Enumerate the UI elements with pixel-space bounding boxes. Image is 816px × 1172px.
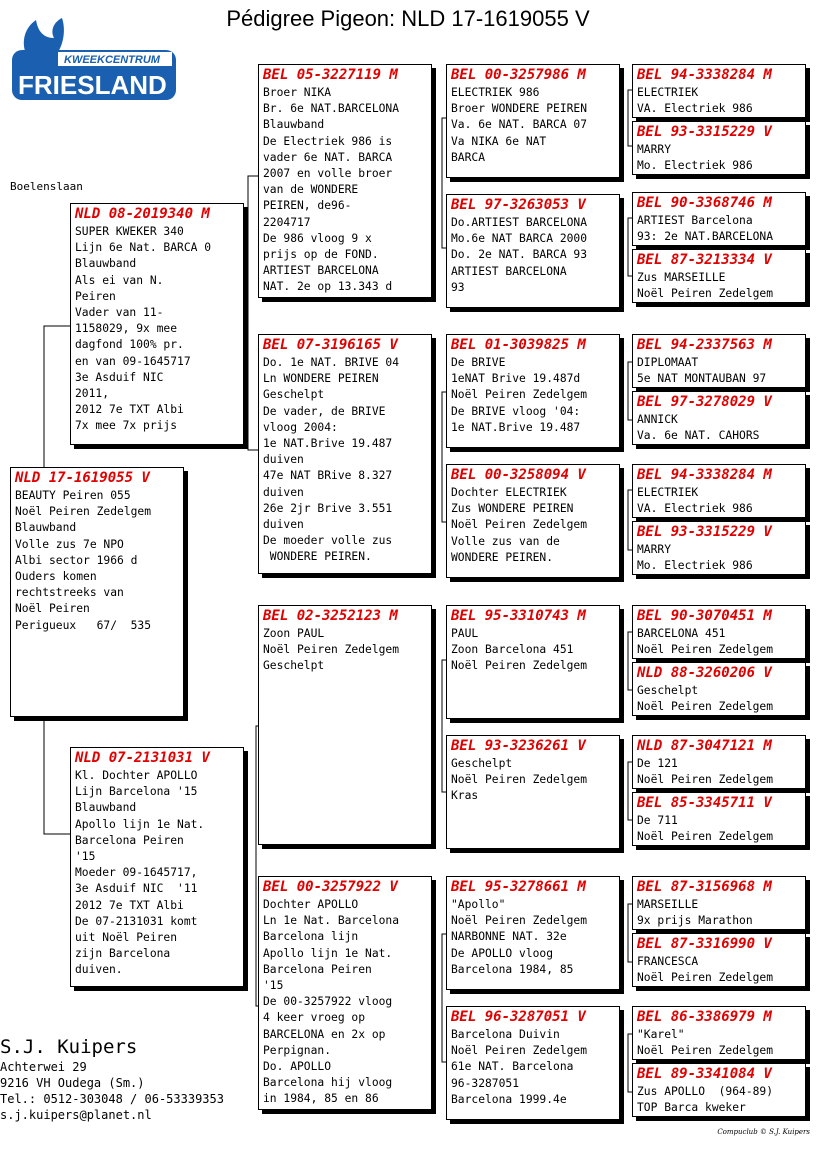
pigeon-info-line: 96-3287051 bbox=[451, 1076, 520, 1090]
pigeon-info-line: Blauwband bbox=[15, 521, 77, 535]
pigeon-card-mmf bbox=[446, 876, 620, 990]
pigeon-card-g13 bbox=[632, 876, 806, 930]
pigeon-info-line: duiven. bbox=[75, 963, 123, 977]
pigeon-info-line: "Apollo" bbox=[451, 898, 506, 911]
pigeon-info-line: Blauwband bbox=[75, 257, 137, 271]
ring-number: BEL 96-3287051 V bbox=[451, 1009, 586, 1025]
pigeon-info-line: Mo.6e NAT BARCA 2000 bbox=[451, 232, 588, 246]
pigeon-info-line: Noël Peiren Zedelgem bbox=[263, 643, 400, 657]
ring-number: NLD 07-2131031 V bbox=[75, 750, 210, 766]
pigeon-info-line: Dochter APOLLO bbox=[263, 898, 359, 911]
pigeon-card-g9 bbox=[632, 605, 806, 659]
pigeon-card-mff bbox=[446, 605, 620, 719]
pigeon-info-line: '15 bbox=[75, 850, 96, 864]
pigeon-info-line: ARTIEST BARCELONA bbox=[263, 264, 379, 278]
pigeon-info-line: VA. Electriek 986 bbox=[637, 102, 753, 116]
pigeon-info-line: Geschelpt bbox=[263, 388, 325, 402]
pigeon-info-line: Barcelona Duivin bbox=[451, 1028, 560, 1041]
pigeon-info-line: MARRY bbox=[637, 143, 672, 156]
pigeon-info-line: Zus MARSEILLE bbox=[637, 271, 726, 284]
ring-number: BEL 97-3263053 V bbox=[451, 197, 586, 213]
ring-number: BEL 87-3213334 V bbox=[637, 252, 772, 268]
pigeon-info-line: Zus APOLLO (964-89) bbox=[637, 1085, 774, 1098]
pigeon-info-line: De 711 bbox=[637, 814, 678, 827]
ring-number: BEL 86-3386979 M bbox=[637, 1009, 772, 1025]
pigeon-card-fmf bbox=[446, 334, 620, 448]
pigeon-info-line: Do. 2e NAT. BARCA 93 bbox=[451, 248, 588, 262]
pigeon-info-line: Zus WONDERE PEIREN bbox=[451, 502, 574, 516]
pigeon-info-line: Noël Peiren Zedelgem bbox=[637, 700, 774, 714]
pigeon-info-line: "Karel" bbox=[637, 1028, 685, 1041]
pigeon-info-line: NARBONNE NAT. 32e bbox=[451, 930, 567, 944]
pigeon-info-line: DIPLOMAAT bbox=[637, 356, 699, 369]
pigeon-info-line: De 00-3257922 vloog bbox=[263, 995, 393, 1009]
pigeon-info-line: Va. 6e NAT. BARCA 07 bbox=[451, 118, 588, 132]
pigeon-info-line: Mo. Electriek 986 bbox=[637, 159, 753, 173]
pigeon-card-g11 bbox=[632, 735, 806, 789]
pigeon-info-line: Va NIKA 6e NAT bbox=[451, 134, 547, 148]
pigeon-card-mm bbox=[258, 876, 432, 1110]
pigeon-card-g3 bbox=[632, 192, 806, 246]
pigeon-info-line: ARTIEST BARCELONA bbox=[451, 264, 567, 278]
pigeon-card-father bbox=[70, 203, 244, 445]
pigeon-info-line: Noël Peiren Zedelgem bbox=[451, 1044, 588, 1058]
pigeon-info-line: BARCELONA 451 bbox=[637, 627, 726, 640]
pigeon-card-g2 bbox=[632, 121, 806, 175]
pigeon-card-mother bbox=[70, 747, 244, 987]
ring-number: BEL 00-3258094 V bbox=[451, 467, 586, 483]
pigeon-card-g5 bbox=[632, 334, 806, 388]
ring-number: BEL 90-3368746 M bbox=[637, 195, 772, 211]
pigeon-info-line: rechtstreeks van bbox=[15, 586, 124, 600]
pigeon-info-line: 1158029, 9x mee bbox=[75, 322, 178, 336]
pigeon-info-line: De 121 bbox=[637, 757, 678, 770]
pigeon-info-line: duiven bbox=[263, 518, 304, 532]
owner-city: 9216 VH Oudega (Sm.) bbox=[0, 1076, 145, 1090]
pigeon-info-line: Kras bbox=[451, 789, 479, 803]
pigeon-info-line: 5e NAT MONTAUBAN 97 bbox=[637, 372, 767, 386]
pigeon-card-g7 bbox=[632, 464, 806, 518]
ring-number: BEL 90-3070451 M bbox=[637, 608, 772, 624]
pigeon-info-line: Perigueux 67/ 535 bbox=[15, 618, 152, 632]
pigeon-info-line: Broer WONDERE PEIREN bbox=[451, 102, 588, 116]
pigeon-info-line: ARTIEST Barcelona bbox=[637, 214, 753, 227]
pigeon-info-line: Noël Peiren Zedelgem bbox=[637, 971, 774, 985]
pigeon-info-line: Barcelona Peiren bbox=[75, 833, 184, 847]
pigeon-info-line: duiven bbox=[263, 453, 304, 467]
pigeon-card-g15 bbox=[632, 1006, 806, 1060]
pigeon-card-g1 bbox=[632, 64, 806, 118]
pigeon-info-line: Lijn Barcelona '15 bbox=[75, 785, 198, 799]
pigeon-info-line: MARRY bbox=[637, 543, 672, 556]
pigeon-info-line: Mo. Electriek 986 bbox=[637, 559, 753, 573]
pigeon-info-line: 9x prijs Marathon bbox=[637, 914, 753, 928]
pigeon-info-line: 1e NAT.Brive 19.487 bbox=[263, 437, 393, 451]
pigeon-info-line: De APOLLO vloog bbox=[451, 946, 554, 960]
ring-number: BEL 00-3257922 V bbox=[263, 879, 398, 895]
pigeon-info-line: Noël Peiren Zedelgem bbox=[637, 773, 774, 787]
ring-number: BEL 05-3227119 M bbox=[263, 67, 398, 83]
pigeon-info-line: 2012 7e TXT Albi bbox=[75, 403, 184, 417]
pigeon-card-g12 bbox=[632, 792, 806, 846]
pigeon-info-line: 2012 7e TXT Albi bbox=[75, 898, 184, 912]
pigeon-info-line: 2011, bbox=[75, 387, 110, 401]
pigeon-info-line: Ln WONDERE PEIREN bbox=[263, 372, 379, 386]
pigeon-info-line: Dochter ELECTRIEK bbox=[451, 486, 567, 499]
pigeon-info-line: Albi sector 1966 d bbox=[15, 553, 138, 567]
ring-number: BEL 02-3252123 M bbox=[263, 608, 398, 624]
pigeon-card-g4 bbox=[632, 249, 806, 303]
pigeon-card-mf bbox=[258, 605, 432, 845]
pigeon-info-line: Vader van 11- bbox=[75, 306, 164, 320]
pigeon-info-line: Lijn 6e Nat. BARCA 0 bbox=[75, 241, 212, 255]
pigeon-info-line: vader 6e NAT. BARCA bbox=[263, 150, 393, 164]
pigeon-info-line: ELECTRIEK bbox=[637, 486, 699, 499]
ring-number: BEL 87-3156968 M bbox=[637, 879, 772, 895]
pigeon-info-line: De 986 vloog 9 x bbox=[263, 231, 372, 245]
pigeon-info-line: De BRIVE vloog '04: bbox=[451, 404, 581, 418]
logo-top-text: KWEEKCENTRUM bbox=[64, 54, 160, 66]
pigeon-info-line: Do. APOLLO bbox=[263, 1060, 332, 1074]
pigeon-info-line: in 1984, 85 en 86 bbox=[263, 1092, 379, 1106]
pigeon-card-g16 bbox=[632, 1063, 806, 1117]
pigeon-info-line: TOP Barca kweker bbox=[637, 1101, 746, 1115]
pigeon-info-line: Zoon PAUL bbox=[263, 627, 325, 640]
pigeon-info-line: Ouders komen bbox=[15, 570, 97, 584]
pigeon-info-line: Volle zus 7e NPO bbox=[15, 537, 124, 551]
ring-number: BEL 93-3315229 V bbox=[637, 124, 772, 140]
pigeon-info-line: Do. 1e NAT. BRIVE 04 bbox=[263, 356, 400, 369]
pigeon-info-line: Noël Peiren Zedelgem bbox=[451, 659, 588, 673]
pigeon-info-line: Do.ARTIEST BARCELONA bbox=[451, 216, 588, 229]
pigeon-info-line: Broer NIKA bbox=[263, 86, 332, 99]
pigeon-info-line: Perpignan. bbox=[263, 1043, 332, 1057]
ring-number: BEL 93-3236261 V bbox=[451, 738, 586, 754]
pigeon-info-line: MARSEILLE bbox=[637, 898, 699, 911]
pigeon-info-line: Kl. Dochter APOLLO bbox=[75, 769, 198, 782]
pigeon-info-line: Noël Peiren Zedelgem bbox=[451, 773, 588, 787]
pigeon-info-line: 2007 en volle broer bbox=[263, 167, 393, 181]
pigeon-info-line: PAUL bbox=[451, 627, 479, 640]
pigeon-info-line: ELECTRIEK bbox=[637, 86, 699, 99]
owner-email[interactable]: s.j.kuipers@planet.nl bbox=[0, 1108, 152, 1122]
ring-number: BEL 95-3310743 M bbox=[451, 608, 586, 624]
pigeon-info-line: De BRIVE bbox=[451, 356, 506, 369]
pigeon-info-line: vloog 2004: bbox=[263, 420, 338, 434]
pigeon-info-line: 47e NAT BRive 8.327 bbox=[263, 469, 393, 483]
pigeon-info-line: Apollo lijn 1e Nat. bbox=[75, 817, 205, 831]
pigeon-info-line: van de WONDERE bbox=[263, 183, 359, 197]
pigeon-info-line: 93 bbox=[451, 280, 465, 294]
pigeon-info-line: BARCELONA en 2x op bbox=[263, 1027, 386, 1041]
pigeon-card-g6 bbox=[632, 391, 806, 445]
pigeon-info-line: uit Noël Peiren bbox=[75, 931, 178, 945]
pigeon-info-line: De 07-2131031 komt bbox=[75, 914, 198, 928]
pigeon-info-line: Noël Peiren Zedelgem bbox=[637, 1044, 774, 1058]
pigeon-info-line: NAT. 2e op 13.343 d bbox=[263, 280, 393, 294]
pigeon-info-line: PEIREN, de96- bbox=[263, 199, 352, 213]
pigeon-info-line: SUPER KWEKER 340 bbox=[75, 225, 184, 238]
pigeon-info-line: BARCA bbox=[451, 150, 486, 164]
ring-number: BEL 94-2337563 M bbox=[637, 337, 772, 353]
pigeon-info-line: Va. 6e NAT. CAHORS bbox=[637, 429, 760, 443]
pigeon-info-line: VA. Electriek 986 bbox=[637, 502, 753, 516]
ring-number: BEL 97-3278029 V bbox=[637, 394, 772, 410]
pigeon-info-line: 26e 2jr Brive 3.551 bbox=[263, 501, 393, 515]
pigeon-info-line: Blauwband bbox=[263, 118, 325, 132]
ring-number: BEL 01-3039825 M bbox=[451, 337, 586, 353]
ring-number: BEL 93-3315229 V bbox=[637, 524, 772, 540]
pigeon-card-mmm bbox=[446, 1006, 620, 1120]
pigeon-info-line: Noël Peiren Zedelgem bbox=[637, 643, 774, 657]
pigeon-info-line: 1e NAT.Brive 19.487 bbox=[451, 420, 581, 434]
pigeon-card-fff bbox=[446, 64, 620, 178]
pigeon-info-line: Geschelpt bbox=[263, 659, 325, 673]
pigeon-card-g10 bbox=[632, 662, 806, 716]
pigeon-card-fm bbox=[258, 334, 432, 574]
pigeon-info-line: Barcelona 1999.4e bbox=[451, 1092, 567, 1106]
pigeon-info-line: De vader, de BRIVE bbox=[263, 404, 386, 418]
pigeon-info-line: prijs op de FOND. bbox=[263, 248, 379, 262]
pigeon-info-line: Moeder 09-1645717, bbox=[75, 866, 198, 880]
pigeon-info-line: ELECTRIEK 986 bbox=[451, 86, 540, 99]
pigeon-info-line: Geschelpt bbox=[451, 757, 513, 770]
pigeon-info-line: WONDERE PEIREN. bbox=[451, 550, 554, 564]
pigeon-info-line: BEAUTY Peiren 055 bbox=[15, 489, 131, 502]
pigeon-info-line: dagfond 100% pr. bbox=[75, 338, 184, 352]
pigeon-info-line: Noël Peiren Zedelgem bbox=[15, 505, 152, 519]
pigeon-info-line: Barcelona hij vloog bbox=[263, 1076, 393, 1090]
ring-number: BEL 87-3316990 V bbox=[637, 936, 772, 952]
pigeon-info-line: duiven bbox=[263, 485, 304, 499]
owner-block bbox=[0, 1036, 224, 1123]
logo-main-text: FRIESLAND bbox=[18, 70, 167, 100]
pigeon-info-line: zijn Barcelona bbox=[75, 947, 171, 961]
pigeon-info-line: Barcelona lijn bbox=[263, 930, 359, 944]
owner-phone: Tel.: 0512-303048 / 06-53339353 bbox=[0, 1092, 224, 1106]
page-title: Pédigree Pigeon: NLD 17-1619055 V bbox=[226, 6, 590, 31]
pigeon-card-ff bbox=[258, 64, 432, 298]
pigeon-info-line: Barcelona Peiren bbox=[263, 962, 372, 976]
pigeon-info-line: 93: 2e NAT.BARCELONA bbox=[637, 230, 774, 244]
pigeon-info-line: Noël Peiren bbox=[15, 602, 90, 616]
pigeon-card-g8 bbox=[632, 521, 806, 575]
pigeon-info-line: 61e NAT. Barcelona bbox=[451, 1060, 574, 1074]
pigeon-info-line: Apollo lijn 1e Nat. bbox=[263, 946, 393, 960]
ring-number: NLD 17-1619055 V bbox=[15, 470, 150, 486]
pigeon-info-line: ANNICK bbox=[637, 413, 678, 426]
ring-number: BEL 95-3278661 M bbox=[451, 879, 586, 895]
pigeon-info-line: WONDERE PEIREN. bbox=[263, 550, 372, 564]
pigeon-info-line: Ln 1e Nat. Barcelona bbox=[263, 914, 400, 928]
ring-number: NLD 88-3260206 V bbox=[637, 665, 772, 681]
pigeon-info-line: Noël Peiren Zedelgem bbox=[637, 287, 774, 301]
ring-number: NLD 08-2019340 M bbox=[75, 206, 210, 222]
pigeon-info-line: Barcelona 1984, 85 bbox=[451, 962, 574, 976]
pigeon-card-g14 bbox=[632, 933, 806, 987]
ring-number: BEL 89-3341084 V bbox=[637, 1066, 772, 1082]
ring-number: BEL 94-3338284 M bbox=[637, 467, 772, 483]
pigeon-info-line: Noël Peiren Zedelgem bbox=[451, 388, 588, 402]
owner-name: S.J. Kuipers bbox=[0, 1036, 138, 1058]
footer-credit: Compuclub © S.J. Kuipers bbox=[717, 1128, 810, 1136]
pigeon-info-line: Blauwband bbox=[75, 801, 137, 815]
pigeon-info-line: 4 keer vroeg op bbox=[263, 1011, 366, 1025]
ring-number: BEL 94-3338284 M bbox=[637, 67, 772, 83]
pigeon-info-line: Als ei van N. bbox=[75, 273, 164, 287]
pigeon-info-line: 7x mee 7x prijs bbox=[75, 419, 178, 433]
pigeon-info-line: Volle zus van de bbox=[451, 534, 560, 548]
pigeon-info-line: De moeder volle zus bbox=[263, 534, 393, 548]
pigeon-info-line: Noël Peiren Zedelgem bbox=[451, 518, 588, 532]
pigeon-info-line: en van 09-1645717 bbox=[75, 354, 191, 368]
pigeon-info-line: Noël Peiren Zedelgem bbox=[451, 914, 588, 928]
pigeon-info-line: Zoon Barcelona 451 bbox=[451, 643, 574, 657]
pigeon-info-line: Br. 6e NAT.BARCELONA bbox=[263, 102, 400, 116]
pigeon-info-line: Noël Peiren Zedelgem bbox=[637, 830, 774, 844]
pigeon-info-line: 2204717 bbox=[263, 215, 311, 229]
ring-number: BEL 07-3196165 V bbox=[263, 337, 398, 353]
pigeon-info-line: Peiren bbox=[75, 289, 116, 303]
place-label: Boelenslaan bbox=[10, 180, 83, 193]
pigeon-info-line: De Electriek 986 is bbox=[263, 134, 393, 148]
ring-number: BEL 00-3257986 M bbox=[451, 67, 586, 83]
ring-number: BEL 85-3345711 V bbox=[637, 795, 772, 811]
pigeon-info-line: Geschelpt bbox=[637, 684, 699, 697]
pigeon-info-line: 3e Asduif NIC '11 bbox=[75, 882, 198, 896]
pigeon-info-line: 1eNAT Brive 19.487d bbox=[451, 372, 581, 386]
pigeon-card-fmm bbox=[446, 464, 620, 578]
pigeon-info-line: 3e Asduif NIC bbox=[75, 370, 164, 384]
pigeon-card-subject bbox=[10, 467, 184, 717]
pigeon-info-line: '15 bbox=[263, 979, 284, 993]
ring-number: NLD 87-3047121 M bbox=[637, 738, 772, 754]
pigeon-card-mfm bbox=[446, 735, 620, 849]
pigeon-card-ffm bbox=[446, 194, 620, 308]
owner-address: Achterwei 29 bbox=[0, 1060, 87, 1074]
pigeon-info-line: FRANCESCA bbox=[637, 955, 699, 968]
